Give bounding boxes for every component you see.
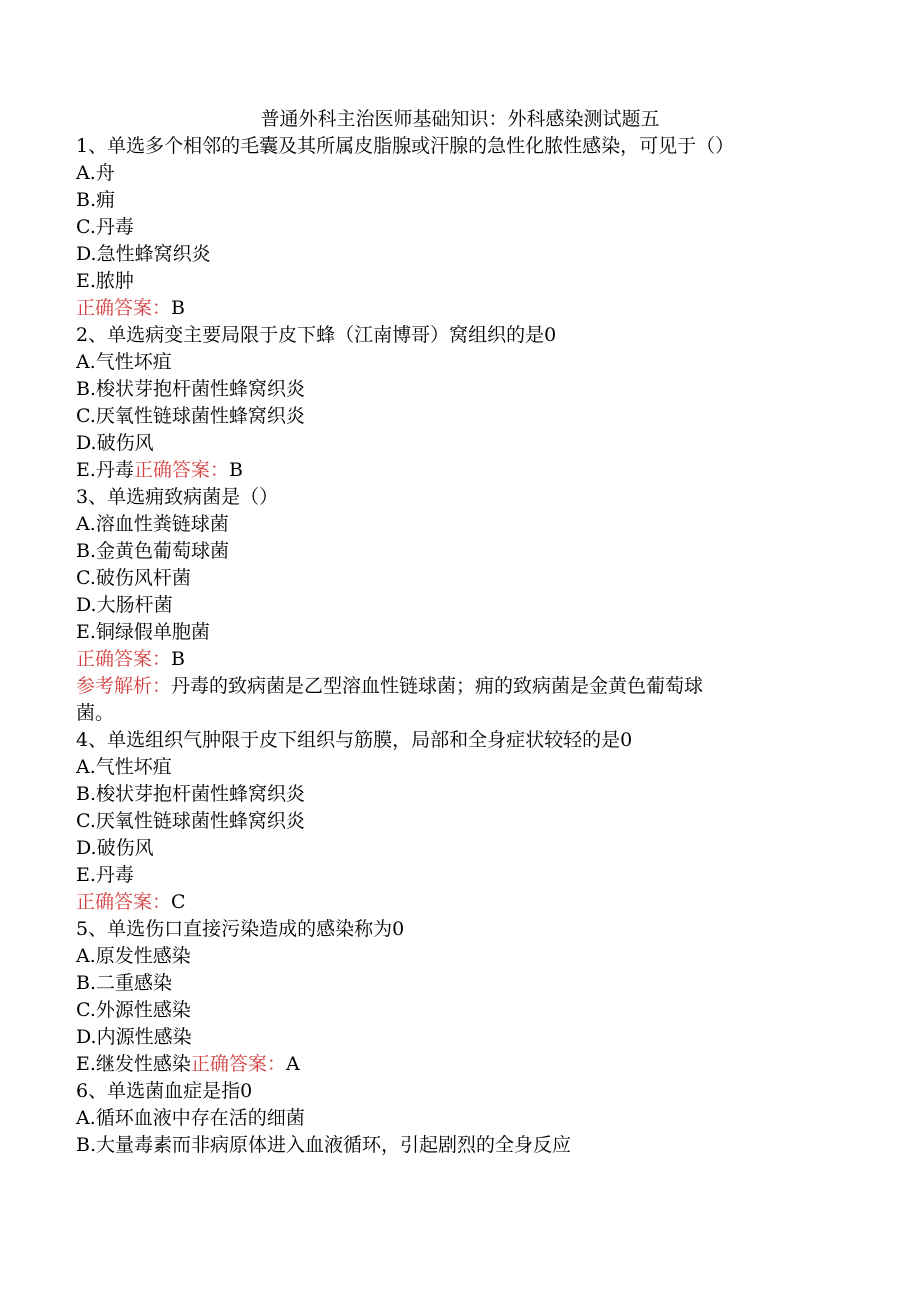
answer-value: C (171, 891, 186, 913)
question-5-option-a: A.原发性感染 (76, 945, 191, 967)
question-4-stem: 4、单选组织气肿限于皮下组织与筋膜，局部和全身症状较轻的是0 (76, 729, 633, 751)
question-1-option-a: A.舟 (76, 162, 115, 184)
question-2-option-e-with-answer (76, 457, 836, 484)
question-4-option-a: A.气性坏疽 (76, 756, 172, 778)
answer-label: 正确答案： (190, 1053, 286, 1075)
answer-value: B (171, 648, 185, 670)
question-1-answer (76, 295, 836, 322)
analysis-label: 参考解析： (76, 675, 172, 697)
question-6-option-b: B.大量毒素而非病原体进入血液循环，引起剧烈的全身反应 (76, 1134, 572, 1156)
answer-label: 正确答案： (133, 459, 229, 481)
answer-value: A (285, 1053, 300, 1075)
answer-label: 正确答案： (76, 297, 172, 319)
question-5-option-e: E.继发性感染 (76, 1053, 191, 1075)
question-3-option-d: D.大肠杆菌 (76, 594, 173, 616)
question-3-stem: 3、单选痈致病菌是（） (76, 486, 279, 508)
question-5-option-d: D.内源性感染 (76, 1026, 192, 1048)
question-5-option-e-with-answer (76, 1051, 836, 1078)
question-5-stem: 5、单选伤口直接污染造成的感染称为0 (76, 918, 405, 940)
question-3-option-e: E.铜绿假单胞菌 (76, 621, 210, 643)
analysis-text: 丹毒的致病菌是乙型溶血性链球菌；痈的致病菌是金黄色葡萄球 (171, 675, 704, 697)
answer-value: B (171, 297, 185, 319)
question-1-option-d: D.急性蜂窝织炎 (76, 243, 211, 265)
question-3-analysis-continued: 菌。 (76, 702, 115, 724)
question-4-answer (76, 889, 836, 916)
question-1-option-c: C.丹毒 (76, 216, 134, 238)
question-3-option-a: A.溶血性粪链球菌 (76, 513, 229, 535)
answer-label: 正确答案： (76, 648, 172, 670)
question-2-option-d: D.破伤风 (76, 432, 154, 454)
question-2-option-a: A.气性坏疽 (76, 351, 172, 373)
question-1-option-b: B.痈 (76, 189, 116, 211)
question-4-option-e: E.丹毒 (76, 864, 134, 886)
question-3-analysis (76, 673, 836, 700)
question-4-option-b: B.梭状芽抱杆菌性蜂窝织炎 (76, 783, 306, 805)
question-2-option-e: E.丹毒 (76, 459, 134, 481)
question-3-option-c: C.破伤风杆菌 (76, 567, 191, 589)
question-4-option-c: C.厌氧性链球菌性蜂窝织炎 (76, 810, 305, 832)
question-3-answer (76, 646, 836, 673)
document-title: 普通外科主治医师基础知识：外科感染测试题五 (260, 108, 660, 130)
question-5-option-c: C.外源性感染 (76, 999, 191, 1021)
answer-value: B (228, 459, 243, 481)
question-1-option-e: E.脓肿 (76, 270, 134, 292)
question-6-option-a: A.循环血液中存在活的细菌 (76, 1107, 305, 1129)
document-content (76, 106, 836, 1159)
question-5-option-b: B.二重感染 (76, 972, 173, 994)
answer-label: 正确答案： (76, 891, 172, 913)
question-4-option-d: D.破伤风 (76, 837, 154, 859)
question-2-stem: 2、单选病变主要局限于皮下蜂（江南博哥）窝组织的是0 (76, 324, 557, 346)
question-1-stem: 1、单选多个相邻的毛囊及其所属皮脂腺或汗腺的急性化脓性感染，可见于（） (76, 135, 735, 157)
question-3-option-b: B.金黄色葡萄球菌 (76, 540, 230, 562)
question-6-stem: 6、单选菌血症是指0 (76, 1080, 253, 1102)
question-2-option-b: B.梭状芽抱杆菌性蜂窝织炎 (76, 378, 306, 400)
question-2-option-c: C.厌氧性链球菌性蜂窝织炎 (76, 405, 305, 427)
